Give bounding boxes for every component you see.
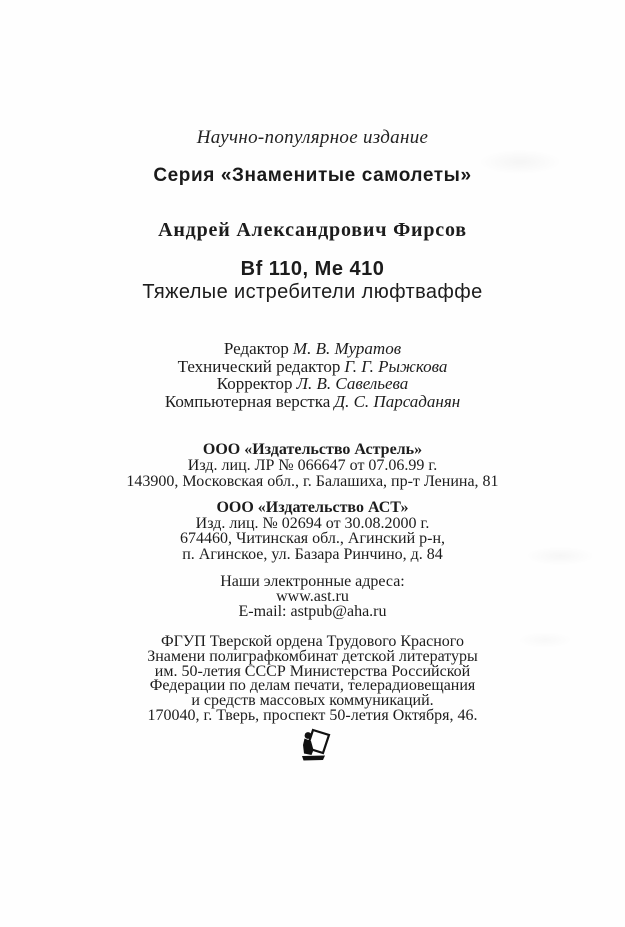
credit-role: Технический редактор xyxy=(177,356,341,376)
credit-name: Г. Г. Рыжкова xyxy=(344,356,448,376)
email-address: E-mail: astpub@aha.ru xyxy=(238,602,387,620)
printer-mark-icon xyxy=(300,728,334,762)
credit-line xyxy=(0,375,625,393)
publisher-address-line: 674460, Читинская обл., Агинский р-н, xyxy=(179,530,446,548)
credit-name: М. В. Муратов xyxy=(292,339,402,358)
printer-line: Знамени полиграфкомбинат детской литературы xyxy=(147,647,478,665)
contacts-block xyxy=(0,575,625,619)
printer-line: 170040, г. Тверь, проспект 50-летия Октября, 46. xyxy=(147,706,478,724)
publisher-ast-block xyxy=(0,500,625,562)
printer-line: и средств массовых коммуникаций. xyxy=(191,692,434,710)
publisher-name: ООО «Издательство Астрель» xyxy=(202,441,423,458)
website-url: www.ast.ru xyxy=(276,587,349,605)
series-title: Серия «Знаменитые самолеты» xyxy=(153,165,472,186)
book-title: Bf 110, Me 410 xyxy=(240,258,385,280)
credit-name: Д. С. Парсаданян xyxy=(334,391,461,411)
publisher-name: ООО «Издательство АСТ» xyxy=(216,499,409,516)
credit-role: Редактор xyxy=(223,339,289,358)
book-title-block xyxy=(0,258,625,304)
printer-line: ФГУП Тверской ордена Трудового Красного xyxy=(161,633,464,650)
credit-line xyxy=(0,393,625,411)
credit-role: Корректор xyxy=(216,374,293,393)
printer-block xyxy=(0,635,625,724)
credit-line xyxy=(0,358,625,376)
publisher-astrel-block xyxy=(0,442,625,489)
author-name: Андрей Александрович Фирсов xyxy=(158,219,467,241)
publisher-address-line: 143900, Московская обл., г. Балашиха, пр-т Ленина, 81 xyxy=(126,472,499,490)
credit-role: Компьютерная верстка xyxy=(164,391,331,411)
credit-line xyxy=(0,340,625,358)
credit-name: Л. В. Савельева xyxy=(296,374,409,393)
credits-block xyxy=(0,340,625,410)
publisher-license-line: Изд. лиц. № 02694 от 30.08.2000 г. xyxy=(195,514,430,532)
book-subtitle: Тяжелые истребители люфтваффе xyxy=(142,281,483,303)
publisher-license-line: Изд. лиц. ЛР № 066647 от 07.06.99 г. xyxy=(187,456,438,474)
publisher-address-line: п. Агинское, ул. Базара Ринчино, д. 84 xyxy=(182,545,443,563)
contacts-heading: Наши электронные адреса: xyxy=(220,573,405,590)
printer-line: им. 50-летия СССР Министерства Российской xyxy=(154,662,471,680)
printer-line: Федерации по делам печати, телерадиовещания xyxy=(149,677,476,695)
edition-type-note: Научно-популярное издание xyxy=(196,127,429,148)
